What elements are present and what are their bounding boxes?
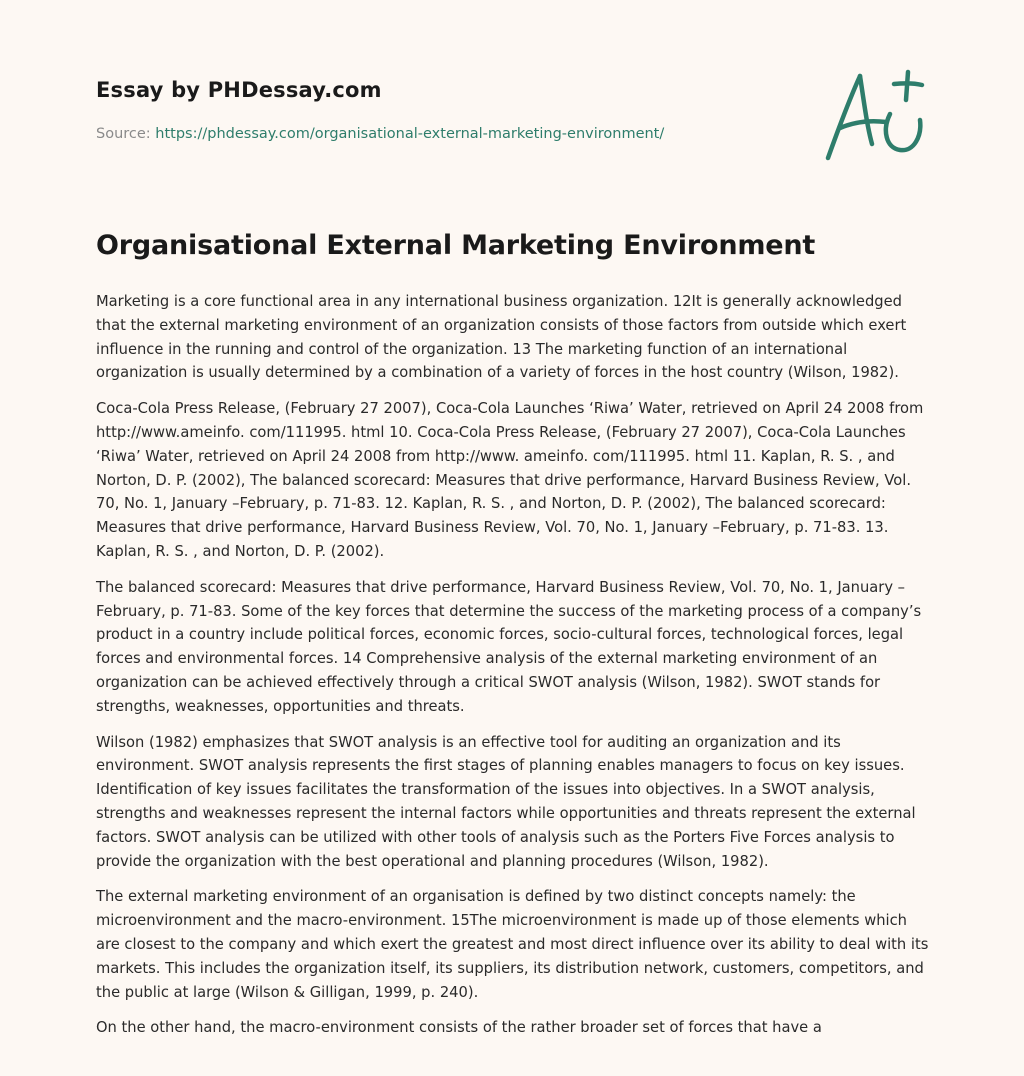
essay-paragraph: Coca-Cola Press Release, (February 27 2007), Coca-Cola Launches ‘Riwa’ Water, retrieved on April 24 2008 from http://www.ameinfo. com/111995. html 10. Coca-Cola Press Release, (February 27 2007), Coca-Cola Launches ‘Riwa’ Water, retrieved on April 24 2008 from http://www. ameinfo. com/111995. html 11. Kaplan, R. S. , and Norton, D. P. (2002), The balanced scorecard: Measures that drive performance, Harvard Business Review, Vol. 70, No. 1, January –February, p. 71-83. 12. Kaplan, R. S. , and Norton, D. P. (2002), The balanced scorecard: Measures that drive performance, Harvard Business Review, Vol. 70, No. 1, January –February, p. 71-83. 13. Kaplan, R. S. , and Norton, D. P. (2002).: [96, 400, 924, 560]
essay-paragraph: Marketing is a core functional area in any international business organization. 12It is generally acknowledged that the external marketing environment of an organization consists of those factors from outside which exert influence in the running and control of the organization. 13 The marketing function of an international organization is usually determined by a combination of a variety of forces in the host country (Wilson, 1982).: [96, 293, 907, 382]
essay-title: Organisational External Marketing Environment: [96, 230, 816, 261]
source-line: [96, 124, 736, 144]
essay-paragraph: On the other hand, the macro-environment consists of the rather broader set of forces that have a: [96, 1019, 822, 1037]
source-label: Source:: [96, 126, 151, 142]
site-title: Essay by PHDessay.com: [96, 78, 382, 102]
page-header: [96, 74, 736, 144]
source-link[interactable]: https://phdessay.com/organisational-external-marketing-environment/: [155, 126, 665, 142]
essay-paragraph: The external marketing environment of an organisation is defined by two distinct concepts namely: the microenvironment and the macro-environment. 15The microenvironment is made up of those elements which are closest to the company and which exert the greatest and most direct influence over its ability to deal with its markets. This includes the organization itself, its suppliers, its distribution network, customers, competitors, and the public at large (Wilson & Gilligan, 1999, p. 240).: [96, 888, 929, 1001]
essay-paragraph: Wilson (1982) emphasizes that SWOT analysis is an effective tool for auditing an organization and its environment. SWOT analysis represents the first stages of planning enables managers to focus on key issues. Identification of key issues facilitates the transformation of the issues into objectives. In a SWOT analysis, strengths and weaknesses represent the internal factors while opportunities and threats represent the external factors. SWOT analysis can be utilized with other tools of analysis such as the Porters Five Forces analysis to provide the organization with the best operational and planning procedures (Wilson, 1982).: [96, 733, 916, 870]
a-plus-grade-logo-icon: [820, 64, 930, 164]
essay-content: [96, 226, 932, 1052]
essay-paragraph: The balanced scorecard: Measures that drive performance, Harvard Business Review, Vol. 70, No. 1, January –February, p. 71-83. Some of the key forces that determine the success of the marketing process of a company’s product in a country include political forces, economic forces, socio-cultural forces, technological forces, legal forces and environmental forces. 14 Comprehensive analysis of the external marketing environment of an organization can be achieved effectively through a critical SWOT analysis (Wilson, 1982). SWOT stands for strengths, weaknesses, opportunities and threats.: [96, 578, 922, 715]
